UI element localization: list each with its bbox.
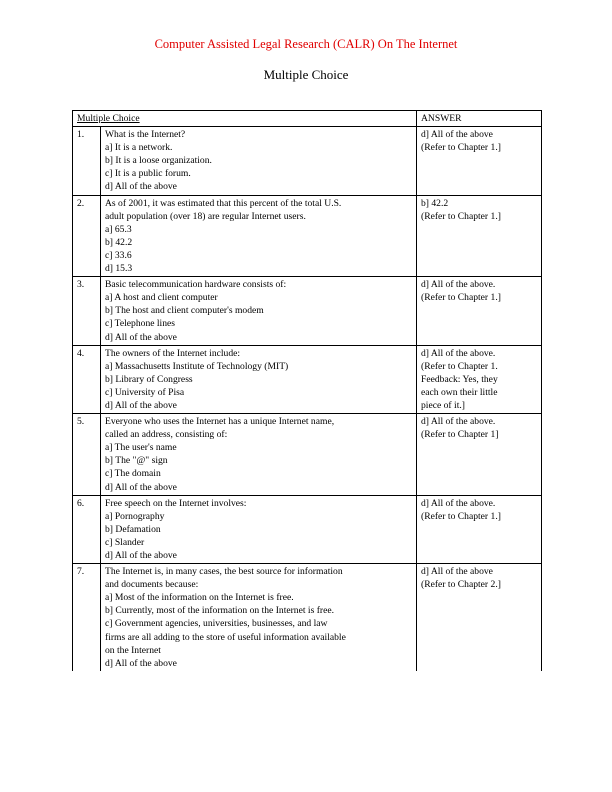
question-line: on the Internet: [105, 644, 161, 656]
question-number: 4.: [73, 345, 101, 413]
question-line: d] All of the above: [105, 550, 177, 561]
question-line: d] 15.3: [105, 263, 133, 275]
question-line: a] 65.3: [105, 223, 132, 235]
question-line: d] All of the above: [105, 181, 177, 193]
question-line: c] University of Pisa: [105, 386, 185, 398]
question-line: b] Defamation: [105, 523, 161, 535]
question-row: [73, 564, 542, 671]
question-text: [101, 345, 417, 413]
question-line: c] Telephone lines: [105, 318, 176, 330]
answer-cell: [417, 345, 542, 413]
question-table: [72, 110, 542, 671]
question-stem: Free speech on the Internet involves:: [105, 497, 247, 509]
question-stem: As of 2001, it was estimated that this percent of the total U.S.: [105, 197, 342, 209]
header-row: [73, 111, 542, 127]
header-answer: ANSWER: [417, 111, 542, 127]
answer-line: d] All of the above: [421, 129, 493, 141]
question-text: [101, 127, 417, 195]
question-stem: What is the Internet?: [105, 129, 186, 141]
header-question: Multiple Choice: [73, 111, 417, 127]
question-line: a] A host and client computer: [105, 292, 218, 304]
question-line: and documents because:: [105, 579, 199, 591]
question-number: 6.: [73, 495, 101, 563]
answer-line: each own their little: [421, 386, 498, 398]
question-number: 7.: [73, 564, 101, 671]
answer-line: (Refer to Chapter 1.]: [421, 142, 501, 154]
answer-cell: [417, 495, 542, 563]
question-line: a] It is a network.: [105, 142, 173, 154]
question-line: d] All of the above: [105, 399, 177, 411]
question-line: a] Pornography: [105, 510, 165, 522]
document-subtitle: Multiple Choice: [263, 67, 349, 82]
question-text: [101, 495, 417, 563]
answer-line: d] All of the above.: [421, 497, 496, 509]
answer-line: (Refer to Chapter 1.]: [421, 210, 501, 222]
question-line: a] Most of the information on the Internet is free.: [105, 592, 294, 604]
question-text: [101, 564, 417, 671]
question-line: firms are all adding to the store of useful information available: [105, 631, 346, 643]
question-line: b] 42.2: [105, 236, 133, 248]
question-line: d] All of the above: [105, 481, 177, 493]
question-row: [73, 495, 542, 563]
question-text: [101, 277, 417, 345]
question-line: b] Library of Congress: [105, 373, 193, 385]
answer-line: (Refer to Chapter 1]: [421, 429, 499, 441]
question-line: called an address, consisting of:: [105, 429, 228, 441]
answer-cell: [417, 127, 542, 195]
question-text: [101, 195, 417, 277]
question-number: 1.: [73, 127, 101, 195]
answer-line: piece of it.]: [421, 399, 465, 411]
question-stem: Basic telecommunication hardware consists of:: [105, 279, 287, 291]
answer-line: b] 42.2: [421, 197, 449, 209]
question-number: 3.: [73, 277, 101, 345]
answer-cell: [417, 277, 542, 345]
answer-line: Feedback: Yes, they: [421, 373, 498, 385]
question-line: b] The host and client computer's modem: [105, 305, 264, 317]
question-line: c] Government agencies, universities, businesses, and law: [105, 618, 328, 630]
answer-line: (Refer to Chapter 1.: [421, 360, 498, 372]
question-text: [101, 414, 417, 496]
answer-cell: [417, 195, 542, 277]
question-line: c] The domain: [105, 468, 161, 480]
question-number: 5.: [73, 414, 101, 496]
question-row: [73, 277, 542, 345]
answer-cell: [417, 564, 542, 671]
answer-line: (Refer to Chapter 1.]: [421, 510, 501, 522]
question-line: b] Currently, most of the information on the Internet is free.: [105, 605, 335, 617]
answer-line: d] All of the above.: [421, 347, 496, 359]
question-line: c] It is a public forum.: [105, 168, 191, 180]
answer-line: (Refer to Chapter 1.]: [421, 292, 501, 304]
question-row: [73, 345, 542, 413]
question-line: adult population (over 18) are regular Internet users.: [105, 210, 306, 222]
question-line: a] The user's name: [105, 442, 177, 454]
answer-line: (Refer to Chapter 2.]: [421, 579, 501, 591]
question-number: 2.: [73, 195, 101, 277]
question-line: b] The "@" sign: [105, 455, 168, 467]
question-stem: The owners of the Internet include:: [105, 347, 241, 359]
answer-line: d] All of the above: [421, 566, 493, 578]
answer-cell: [417, 414, 542, 496]
question-stem: Everyone who uses the Internet has a unique Internet name,: [105, 416, 335, 428]
question-row: [73, 414, 542, 496]
answer-line: d] All of the above.: [421, 279, 496, 291]
question-row: [73, 127, 542, 195]
question-row: [73, 195, 542, 277]
question-line: c] 33.6: [105, 249, 132, 261]
question-line: d] All of the above: [105, 657, 177, 669]
question-line: a] Massachusetts Institute of Technology (MIT): [105, 360, 289, 372]
question-line: c] Slander: [105, 536, 145, 548]
question-stem: The Internet is, in many cases, the best source for information: [105, 566, 343, 578]
question-line: b] It is a loose organization.: [105, 155, 212, 167]
document-title: Computer Assisted Legal Research (CALR) On The Internet: [154, 37, 458, 51]
answer-line: d] All of the above.: [421, 416, 496, 428]
question-line: d] All of the above: [105, 331, 177, 343]
